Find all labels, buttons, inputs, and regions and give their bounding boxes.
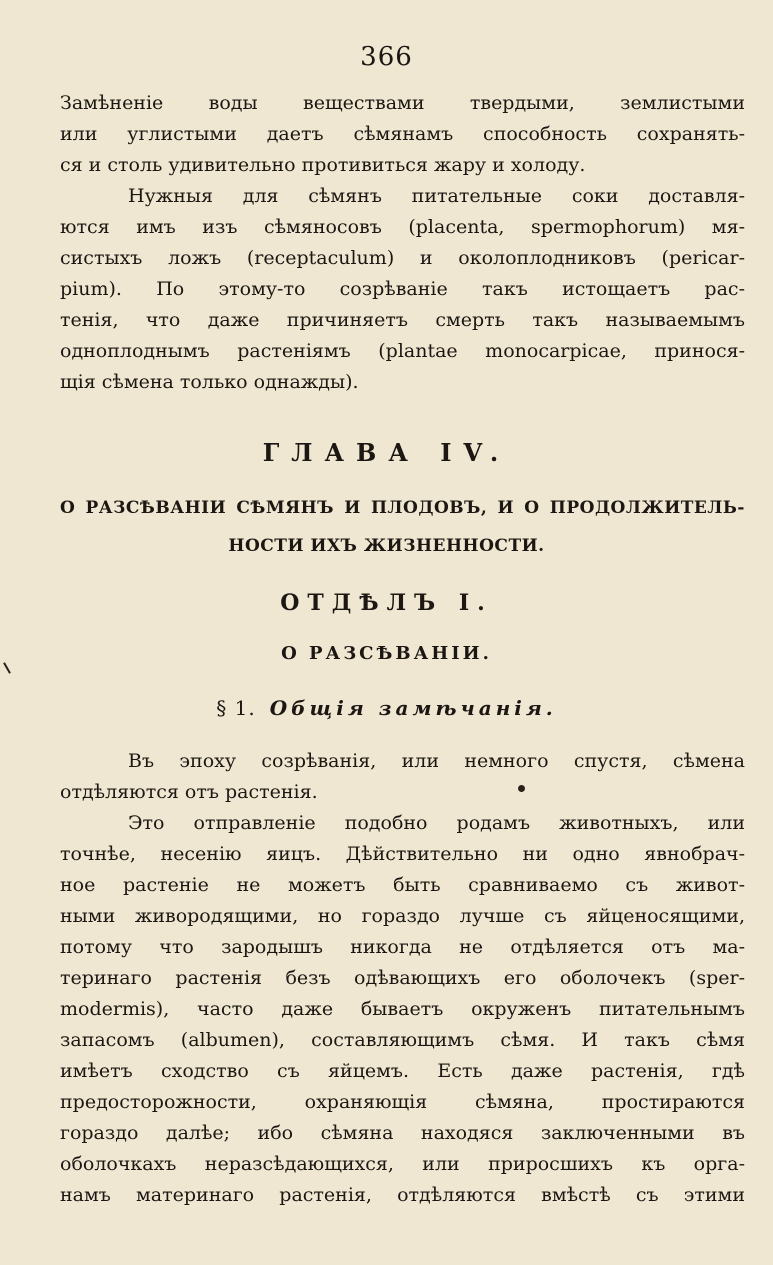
text-line: ное растеніе не можетъ быть сравниваемо съ живот-	[60, 874, 745, 896]
text-line: щія сѣмена только однажды).	[60, 371, 359, 393]
text-line: ся и столь удивительно противиться жару и холоду.	[60, 154, 586, 176]
text-line: теринаго растенія безъ одѣвающихъ его оболочекъ (sper-	[60, 967, 745, 989]
text-line: Въ эпоху созрѣванія, или немного спустя, сѣмена	[128, 750, 745, 772]
text-line: намъ материнаго растенія, отдѣляются вмѣстѣ съ этими	[60, 1184, 745, 1206]
text-line: запасомъ (albumen), составляющимъ сѣмя. И такъ сѣмя	[60, 1029, 745, 1051]
text-line: отдѣляются отъ растенія.	[60, 781, 318, 803]
ink-speck	[518, 785, 525, 792]
text-line: или углистыми даетъ сѣмянамъ способность сохранять-	[60, 123, 745, 145]
subsection-title: О РАЗСѢВАНІИ.	[281, 643, 492, 664]
paragraph-heading	[0, 696, 773, 720]
chapter-subtitle: НОСТИ ИХЪ ЖИЗНЕННОСТИ.	[228, 536, 545, 556]
text-line: modermis), часто даже бываетъ окруженъ питательнымъ	[60, 998, 745, 1020]
text-line: предосторожности, охраняющія сѣмяна, простираются	[60, 1091, 745, 1113]
text-line: гораздо далѣе; ибо сѣмяна находяся заключенными въ	[60, 1122, 745, 1144]
text-line: одноплоднымъ растеніямъ (plantae monocarpicae, принося-	[60, 340, 745, 362]
chapter-title: ГЛАВА IV.	[262, 438, 511, 467]
text-line: систыхъ ложъ (receptaculum) и околоплодниковъ (pericar-	[60, 247, 745, 269]
text-line: pium). По этому-то созрѣваніе такъ истощаетъ рас-	[60, 278, 745, 300]
paragraph-mark: § 1.	[216, 696, 256, 720]
margin-mark	[3, 662, 11, 673]
top-paragraphs	[60, 88, 745, 398]
body-paragraphs	[60, 746, 745, 1211]
text-line: потому что зародышъ никогда не отдѣляется отъ ма-	[60, 936, 745, 958]
text-line: Нужныя для сѣмянъ питательные соки доставля-	[128, 185, 745, 207]
text-line: Замѣненіе воды веществами твердыми, землистыми	[60, 92, 745, 114]
section-title: ОТДѢЛЪ I.	[280, 590, 493, 616]
chapter-subtitle: О РАЗСѢВАНІИ СѢМЯНЪ И ПЛОДОВЪ, И О ПРОДОЛЖИТЕЛЬ-	[60, 498, 745, 518]
paragraph-title: Общія замѣчанія.	[269, 696, 557, 720]
text-line: ются имъ изъ сѣмяносовъ (placenta, spermophorum) мя-	[60, 216, 745, 238]
text-line: имѣетъ сходство съ яйцемъ. Есть даже растенія, гдѣ	[60, 1060, 745, 1082]
text-line: ными живородящими, но гораздо лучше съ яйценосящими,	[60, 905, 745, 927]
text-line: тенія, что даже причиняетъ смерть такъ называемымъ	[60, 309, 745, 331]
text-line: Это отправленіе подобно родамъ животныхъ, или	[128, 812, 745, 834]
page-number: 366	[360, 42, 413, 72]
text-line: точнѣе, несенію яицъ. Дѣйствительно ни одно явнобрач-	[60, 843, 745, 865]
text-line: оболочкахъ неразсѣдающихся, или приросшихъ къ орга-	[60, 1153, 745, 1175]
